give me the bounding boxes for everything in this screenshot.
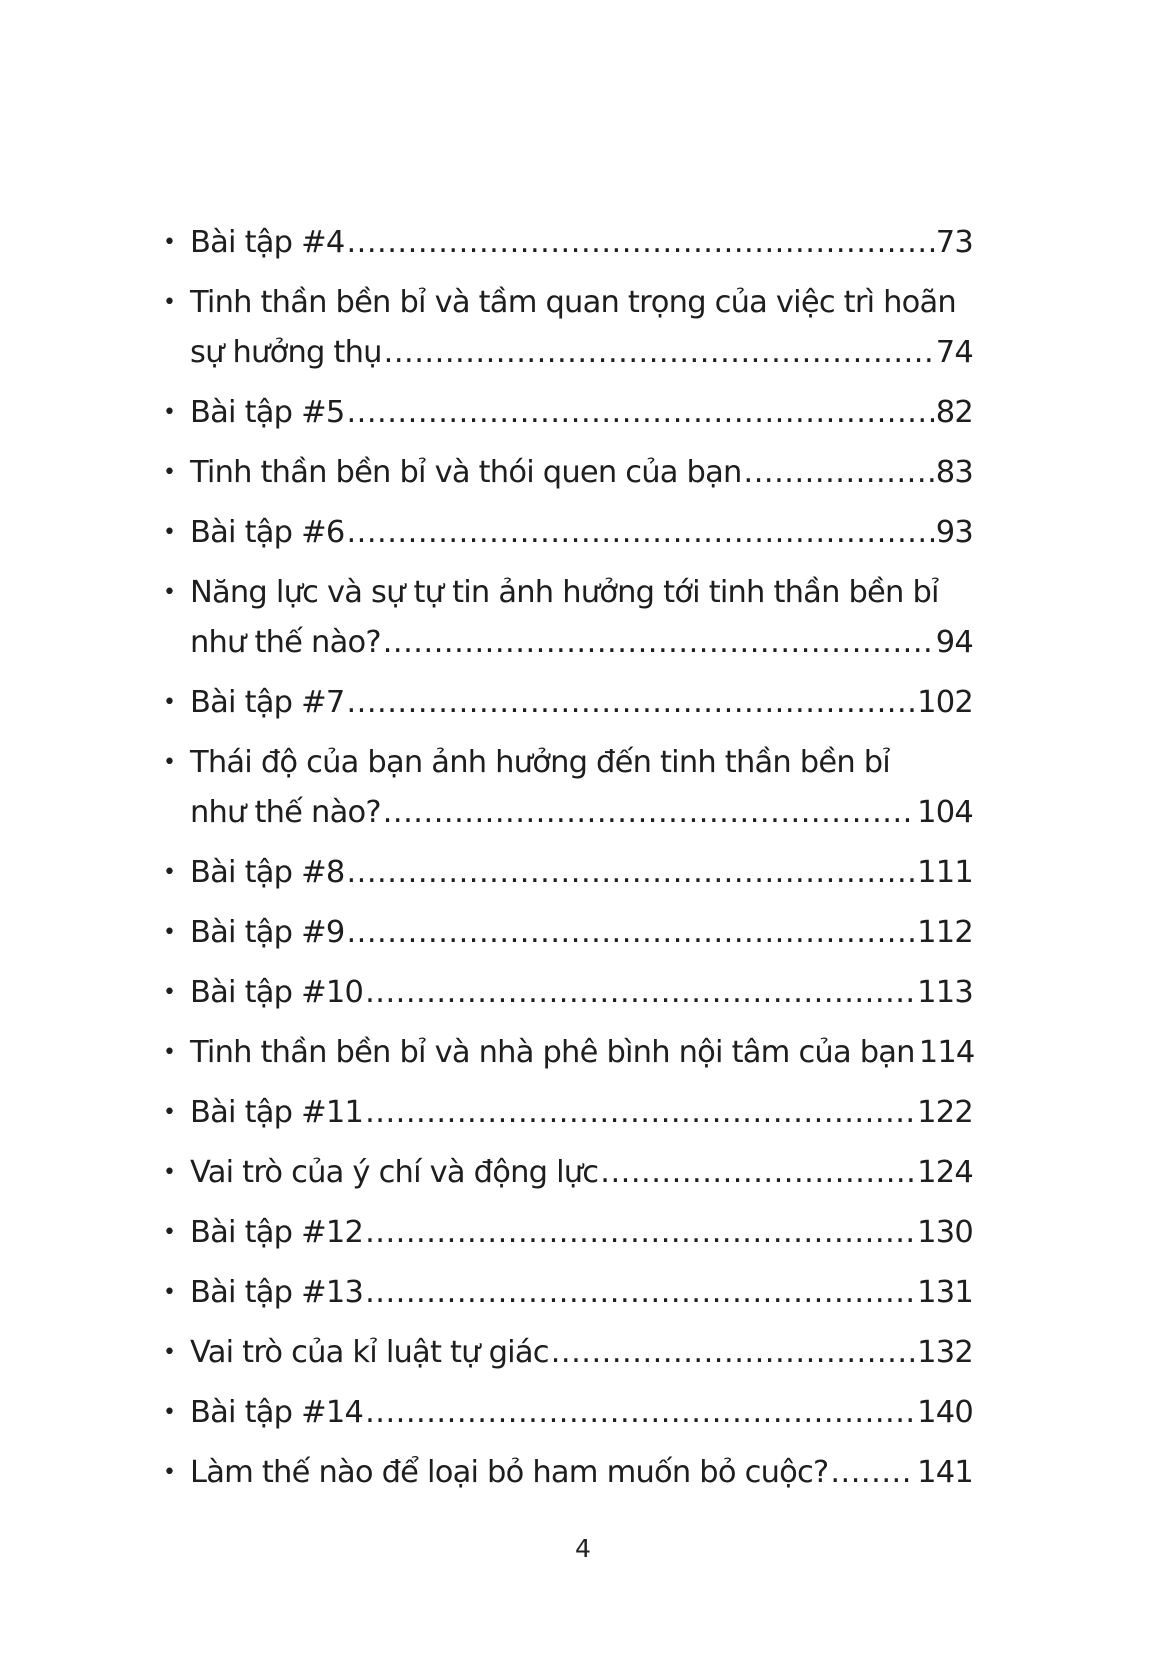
bullet-icon: • <box>163 1040 176 1065</box>
toc-entry[interactable] <box>163 388 973 438</box>
toc-entry-page: 111 <box>917 855 973 890</box>
toc-entry-title: Bài tập #11 <box>190 1095 364 1130</box>
bullet-icon: • <box>163 230 176 255</box>
toc-entry-line <box>190 848 973 898</box>
bullet-icon: • <box>163 860 176 885</box>
page-number: 4 <box>575 1534 591 1563</box>
dot-leader <box>365 1088 915 1138</box>
toc-entry-title-line-1: Tinh thần bền bỉ và tầm quan trọng của việc trì hoãn <box>190 285 956 320</box>
table-of-contents <box>163 218 973 1498</box>
toc-entry-page: 82 <box>935 395 973 430</box>
toc-entry[interactable] <box>163 1208 973 1258</box>
dot-leader <box>383 788 915 838</box>
toc-entry-page: 131 <box>917 1275 973 1310</box>
toc-entry-line <box>190 1028 973 1078</box>
toc-entry-line <box>190 1328 973 1378</box>
toc-entry-title: Bài tập #13 <box>190 1275 364 1310</box>
dot-leader <box>365 1388 915 1438</box>
dot-leader <box>346 218 933 268</box>
toc-entry-page: 74 <box>935 335 973 370</box>
dot-leader <box>365 968 915 1018</box>
toc-entry-line <box>190 1088 973 1138</box>
dot-leader <box>346 908 915 958</box>
toc-entry[interactable] <box>163 218 973 268</box>
toc-entry[interactable] <box>163 1148 973 1198</box>
dot-leader <box>384 328 934 378</box>
toc-entry-title: Bài tập #14 <box>190 1395 364 1430</box>
toc-entry-title: Vai trò của kỉ luật tự giác <box>190 1335 549 1370</box>
toc-entry-page: 73 <box>935 225 973 260</box>
toc-entry-page: 141 <box>917 1455 973 1490</box>
bullet-icon: • <box>163 400 176 425</box>
toc-entry-line <box>190 508 973 558</box>
bullet-icon: • <box>163 520 176 545</box>
toc-entry-page: 113 <box>917 975 973 1010</box>
toc-entry-page: 102 <box>917 685 973 720</box>
bullet-icon: • <box>163 690 176 715</box>
toc-entry[interactable] <box>163 508 973 558</box>
bullet-icon: • <box>163 580 176 605</box>
toc-entry-line <box>190 1448 973 1498</box>
dot-leader <box>365 1268 915 1318</box>
toc-entry[interactable] <box>163 908 973 958</box>
toc-entry[interactable] <box>163 1448 973 1498</box>
bullet-icon: • <box>163 1460 176 1485</box>
toc-entry-title: Bài tập #7 <box>190 685 345 720</box>
toc-entry-title: Bài tập #5 <box>190 395 345 430</box>
toc-entry-page: 124 <box>917 1155 973 1190</box>
toc-entry-line <box>190 218 973 268</box>
toc-entry[interactable] <box>163 448 973 498</box>
bullet-icon: • <box>163 1280 176 1305</box>
toc-entry-line <box>190 1148 973 1198</box>
bullet-icon: • <box>163 1160 176 1185</box>
dot-leader <box>346 508 933 558</box>
toc-entry-title: Bài tập #12 <box>190 1215 364 1250</box>
dot-leader <box>830 1448 915 1498</box>
toc-entry-title: Bài tập #4 <box>190 225 345 260</box>
toc-entry-line <box>190 788 973 838</box>
toc-entry-title: như thế nào? <box>190 795 381 830</box>
toc-entry-line <box>190 1208 973 1258</box>
dot-leader <box>346 388 933 438</box>
dot-leader <box>744 448 934 498</box>
bullet-icon: • <box>163 1400 176 1425</box>
toc-entry-title: Bài tập #9 <box>190 915 345 950</box>
toc-entry-page: 140 <box>917 1395 973 1430</box>
bullet-icon: • <box>163 750 176 775</box>
toc-entry[interactable] <box>163 1328 973 1378</box>
toc-entry-line <box>190 1268 973 1318</box>
toc-entry[interactable] <box>163 568 973 668</box>
toc-entry[interactable] <box>163 1388 973 1438</box>
bullet-icon: • <box>163 1340 176 1365</box>
toc-entry-line <box>190 968 973 1018</box>
bullet-icon: • <box>163 1100 176 1125</box>
toc-entry-title: Làm thế nào để loại bỏ ham muốn bỏ cuộc? <box>190 1455 829 1490</box>
dot-leader <box>600 1148 915 1198</box>
toc-entry-title-line-1: Năng lực và sự tự tin ảnh hưởng tới tinh thần bền bỉ <box>190 575 939 610</box>
bullet-icon: • <box>163 460 176 485</box>
bullet-icon: • <box>163 980 176 1005</box>
dot-leader <box>346 678 915 728</box>
toc-entry-page: 94 <box>935 625 973 660</box>
toc-entry-title-line-1: Thái độ của bạn ảnh hưởng đến tinh thần bền bỉ <box>190 745 890 780</box>
dot-leader <box>365 1208 915 1258</box>
toc-entry[interactable] <box>163 278 973 378</box>
toc-entry-title: Tinh thần bền bỉ và thói quen của bạn <box>190 455 742 490</box>
toc-entry-page: 130 <box>917 1215 973 1250</box>
bullet-icon: • <box>163 1220 176 1245</box>
toc-entry-line <box>190 618 973 668</box>
toc-entry-page: 122 <box>917 1095 973 1130</box>
toc-entry[interactable] <box>163 1268 973 1318</box>
dot-leader <box>551 1328 915 1378</box>
toc-entry[interactable] <box>163 968 973 1018</box>
toc-entry-page: 112 <box>917 915 973 950</box>
toc-entry-title: Vai trò của ý chí và động lực <box>190 1155 599 1190</box>
toc-entry[interactable] <box>163 678 973 728</box>
toc-entry[interactable] <box>163 848 973 898</box>
dot-leader <box>383 618 934 668</box>
toc-entry-title: Bài tập #6 <box>190 515 345 550</box>
toc-entry-line <box>190 448 973 498</box>
toc-entry-title: Bài tập #10 <box>190 975 364 1010</box>
toc-entry-line <box>190 328 973 378</box>
toc-entry[interactable] <box>163 738 973 838</box>
toc-entry-page: 93 <box>935 515 973 550</box>
toc-entry-page: 83 <box>935 455 973 490</box>
bullet-icon: • <box>163 920 176 945</box>
toc-entry-page: 114 <box>918 1035 975 1070</box>
toc-entry-title: Tinh thần bền bỉ và nhà phê bình nội tâm của bạn <box>190 1035 915 1070</box>
toc-entry-line <box>190 908 973 958</box>
toc-entry[interactable] <box>163 1028 973 1078</box>
toc-entry[interactable] <box>163 1088 973 1138</box>
toc-entry-page: 132 <box>917 1335 973 1370</box>
toc-entry-page: 104 <box>917 795 973 830</box>
bullet-icon: • <box>163 290 176 315</box>
toc-entry-line <box>190 388 973 438</box>
toc-entry-title: sự hưởng thụ <box>190 335 382 370</box>
toc-entry-title: Bài tập #8 <box>190 855 345 890</box>
toc-entry-line <box>190 678 973 728</box>
dot-leader <box>346 848 915 898</box>
toc-entry-title: như thế nào? <box>190 625 381 660</box>
toc-entry-line <box>190 1388 973 1438</box>
